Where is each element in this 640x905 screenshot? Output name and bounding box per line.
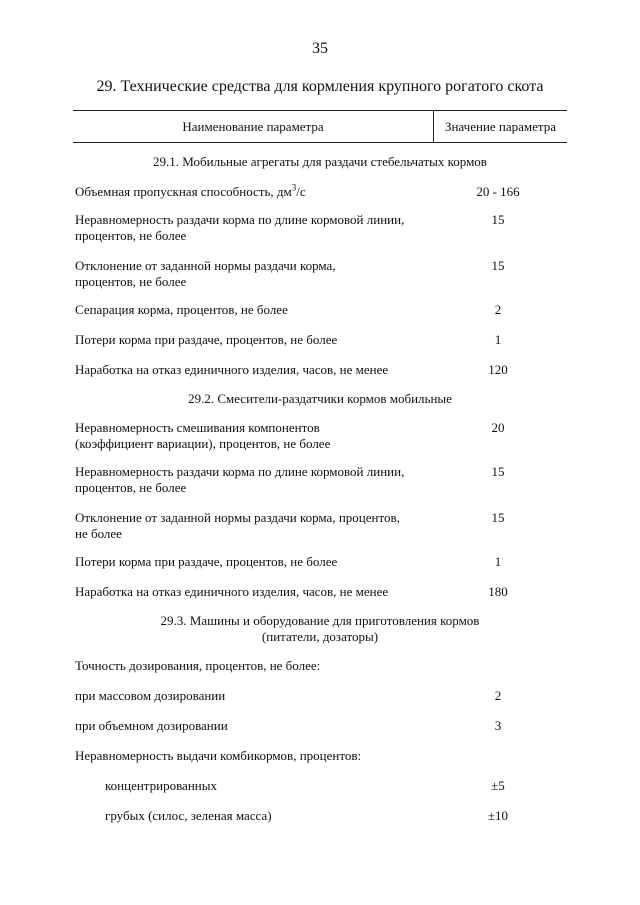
parameter-name: при массовом дозировании [75, 688, 226, 703]
parameter-value: 15 [491, 258, 505, 273]
document-title: 29. Технические средства для кормления крупного рогатого скота [96, 78, 544, 95]
header-parameter-name: Наименование параметра [182, 119, 324, 134]
parameter-value: 2 [494, 688, 502, 703]
parameter-name: Неравномерность раздачи корма по длине кормовой линии, процентов, не более [75, 464, 405, 495]
parameter-value: 20 - 166 [476, 184, 520, 199]
parameter-name: Отклонение от заданной нормы раздачи корма, процентов, не более [75, 258, 336, 289]
parameter-name: Сепарация корма, процентов, не более [75, 302, 288, 317]
parameter-name: Наработка на отказ единичного изделия, часов, не менее [75, 584, 389, 599]
section-heading-29-1: 29.1. Мобильные агрегаты для раздачи стебельчатых кормов [153, 154, 487, 169]
parameter-name: при объемном дозировании [75, 718, 228, 733]
section-heading-29-3: 29.3. Машины и оборудование для приготовления кормов (питатели, дозаторы) [160, 613, 480, 644]
parameter-name: Неравномерность смешивания компонентов (коэффициент вариации), процентов, не более [75, 420, 331, 451]
parameter-value: 15 [491, 510, 505, 525]
page-number: 35 [312, 40, 328, 57]
table-header [73, 110, 567, 143]
parameter-name: Объемная пропускная способность, $дм^3/с$ [75, 182, 306, 199]
parameter-name: Потери корма при раздаче, процентов, не более [75, 332, 338, 347]
parameter-name: Отклонение от заданной нормы раздачи корма, процентов, не более [75, 510, 400, 541]
parameter-value: ±10 [487, 808, 509, 823]
parameter-value: 1 [494, 554, 502, 569]
parameter-name: Точность дозирования, процентов, не более: [75, 658, 321, 673]
parameter-name: грубых (силос, зеленая масса) [105, 808, 272, 823]
parameter-name: Потери корма при раздаче, процентов, не более [75, 554, 338, 569]
parameter-name: Неравномерность выдачи комбикормов, процентов: [75, 748, 362, 763]
parameter-value: 3 [494, 718, 502, 733]
header-parameter-value: Значение параметра [444, 119, 557, 134]
parameter-value: 20 [491, 420, 505, 435]
parameter-value: 15 [491, 464, 505, 479]
parameter-value: 120 [488, 362, 508, 377]
parameter-name: концентрированных [105, 778, 217, 793]
parameter-value: 2 [494, 302, 502, 317]
parameter-value: ±5 [491, 778, 505, 793]
parameter-name: Неравномерность раздачи корма по длине кормовой линии, процентов, не более [75, 212, 405, 243]
parameters-table [73, 110, 567, 823]
section-heading-29-2: 29.2. Смесители-раздатчики кормов мобильные [188, 391, 452, 406]
parameter-value: 15 [491, 212, 505, 227]
parameter-value: 1 [494, 332, 502, 347]
parameter-value: 180 [488, 584, 508, 599]
parameter-name: Наработка на отказ единичного изделия, часов, не менее [75, 362, 389, 377]
